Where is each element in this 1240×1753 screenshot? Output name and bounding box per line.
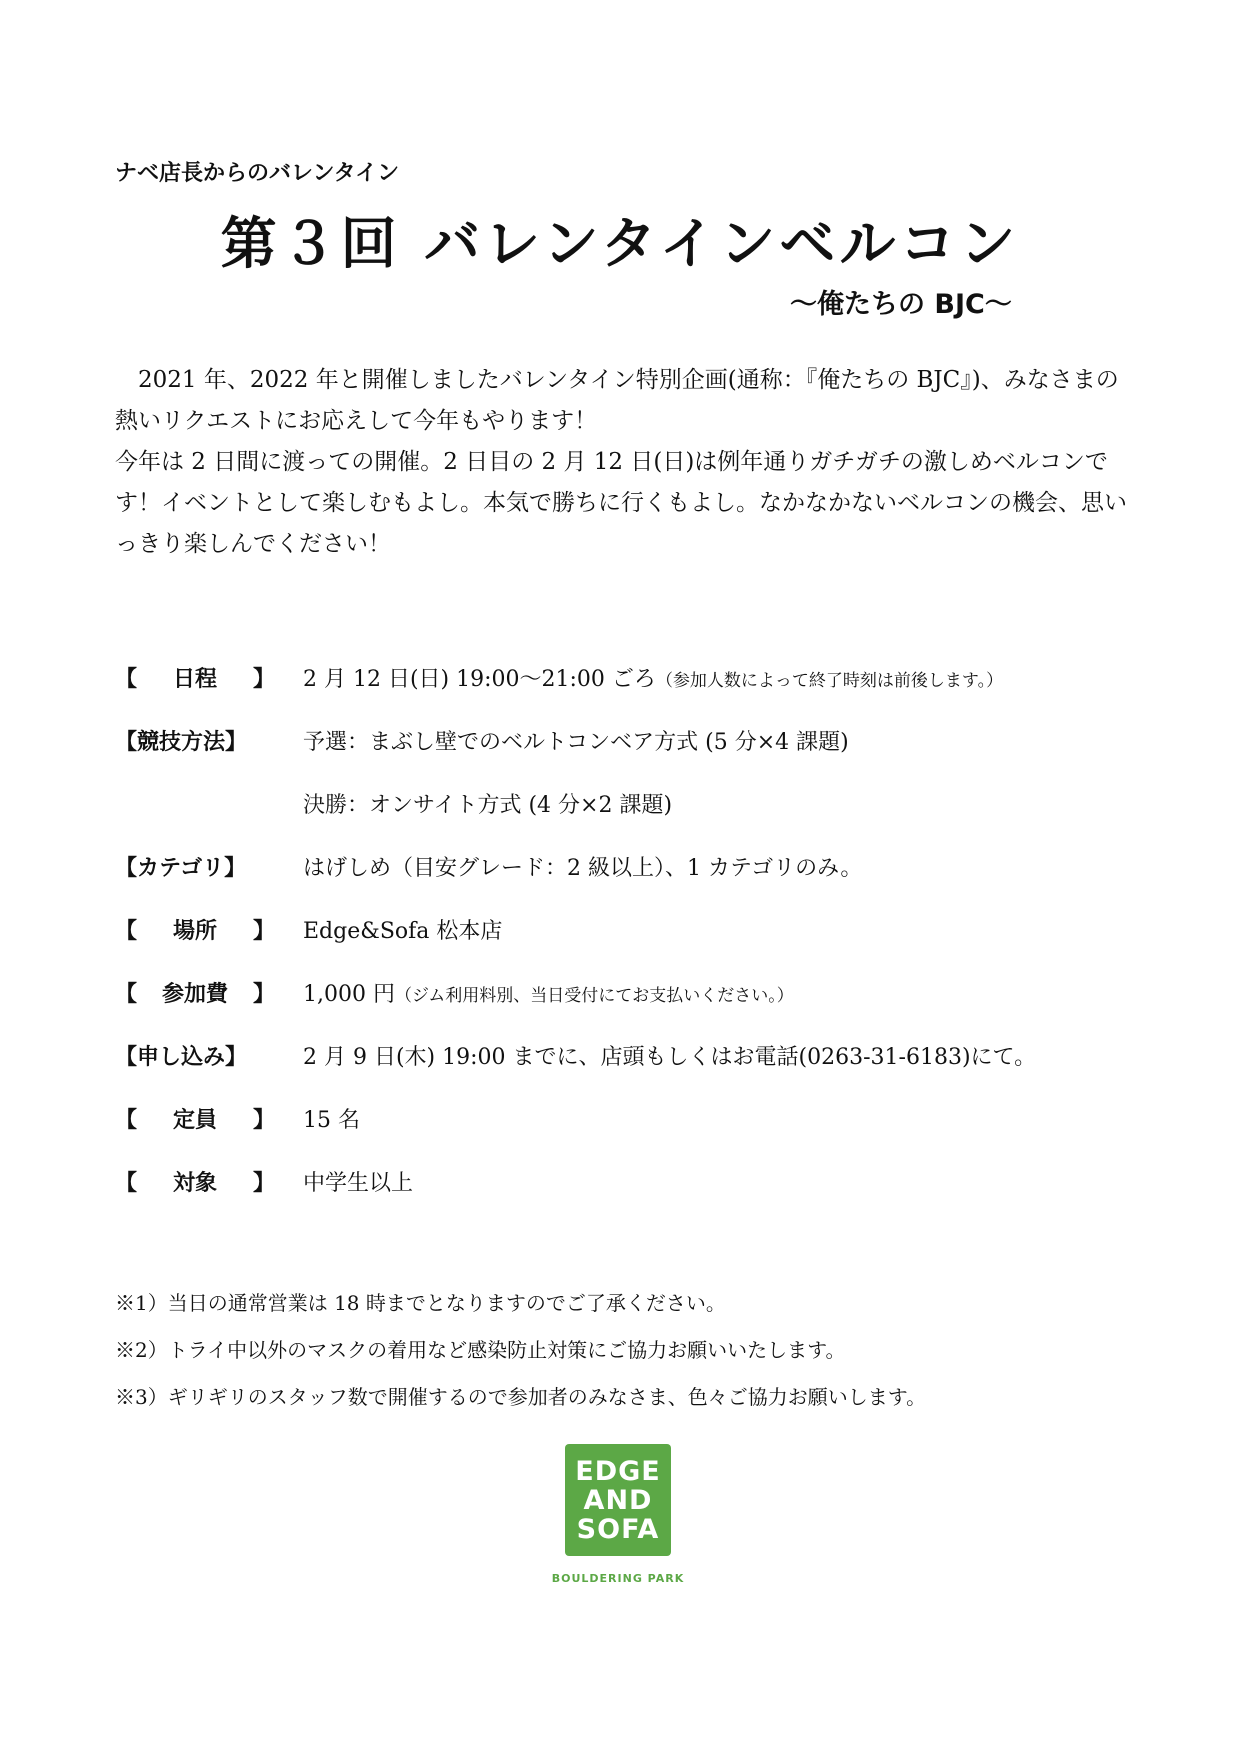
bracket-close: 】 [252,919,275,944]
bracket-open: 【 [115,1171,138,1196]
value-note: （ジム利用料別、当日受付にてお支払いください。） [394,986,794,1006]
detail-row-date [115,662,1145,702]
detail-value [303,851,862,882]
label-text: 【カテゴリ】 [115,856,247,881]
bracket-open: 【 [115,982,138,1007]
value-text: 決勝：オンサイト方式 (4 分×2 課題) [303,793,673,818]
bracket-open: 【 [115,1108,138,1133]
detail-label [115,851,275,882]
detail-label [115,1103,275,1134]
bracket-close: 】 [252,667,275,692]
detail-label [115,1040,275,1071]
label-text: 日程 [172,667,217,692]
detail-row-format [115,725,1145,765]
label-text: 定員 [172,1108,217,1133]
detail-row-entry [115,1040,1145,1080]
bracket-close: 】 [252,982,275,1007]
footnote-1: ※1）当日の通常営業は 18 時までとなりますのでご了承ください。 [115,1291,726,1315]
detail-value [303,1166,413,1197]
page-title: 第３回 バレンタインベルコン [220,212,1020,277]
edge-and-sofa-logo [565,1444,671,1556]
label-text: 参加費 [161,982,228,1007]
detail-row-category [115,851,1145,891]
detail-row-target [115,1166,1145,1206]
value-text: 中学生以上 [303,1171,414,1196]
detail-label [115,914,275,945]
value-text: はげしめ（目安グレード：2 級以上）、1 カテゴリのみ。 [303,856,863,881]
label-text: 【申し込み】 [115,1045,248,1070]
detail-value [303,725,849,756]
logo-tagline: BOULDERING PARK [551,1572,685,1585]
detail-value [303,1040,1036,1071]
value-note: （参加人数によって終了時刻は前後します。） [655,671,1004,691]
logo-line-3: SOFA [576,1513,660,1545]
label-text: 【競技方法】 [115,730,248,755]
intro-paragraph-2: 今年は 2 日間に渡っての開催。2 日目の 2 月 12 日(日)は例年通りガチガチの激しめベルコンです！イベントとして楽しむもよし。本気で勝ちに行くもよし。なかなかないベルコンの機会、思いっきり楽しんでください！ [115,449,1127,557]
bracket-close: 】 [252,1171,275,1196]
label-text: 対象 [172,1171,217,1196]
value-text: 2 月 12 日(日) 19:00〜21:00 ごろ [303,667,656,692]
detail-row-final [115,788,1145,828]
footnote-3: ※3）ギリギリのスタッフ数で開催するので参加者のみなさま、色々ご協力お願いします。 [115,1385,927,1409]
detail-label [115,725,275,756]
page-subtitle: 〜俺たちの BJC〜 [790,289,1012,320]
value-text: 予選：まぶし壁でのベルトコンベア方式 (5 分×4 課題) [303,730,849,755]
value-text: 1,000 円 [303,982,395,1007]
label-text: 場所 [172,919,217,944]
logo-line-1: EDGE [575,1455,661,1487]
detail-label [115,1166,275,1197]
detail-label [115,977,275,1008]
detail-value [303,788,672,819]
bracket-open: 【 [115,919,138,944]
value-text: 15 名 [303,1108,360,1133]
detail-row-capacity [115,1103,1145,1143]
detail-value [303,662,1003,693]
logo-line-2: AND [583,1484,653,1516]
value-text: Edge&Sofa 松本店 [303,919,503,944]
value-text: 2 月 9 日(木) 19:00 までに、店頭もしくはお電話(0263-31-6183)にて。 [303,1045,1037,1070]
detail-row-fee [115,977,1145,1017]
detail-value [303,914,502,945]
kicker-text: ナベ店長からのバレンタイン [115,161,400,186]
intro-text [115,360,1135,565]
bracket-close: 】 [252,1108,275,1133]
detail-value [303,977,794,1008]
detail-label [115,662,275,693]
detail-row-place [115,914,1145,954]
detail-value [303,1103,360,1134]
bracket-open: 【 [115,667,138,692]
footnote-2: ※2）トライ中以外のマスクの着用など感染防止対策にご協力お願いいたします。 [115,1338,846,1362]
intro-paragraph-1: 2021 年、2022 年と開催しましたバレンタイン特別企画(通称：『俺たちの BJC』)、みなさまの熱いリクエストにお応えして今年もやります！ [115,367,1119,434]
